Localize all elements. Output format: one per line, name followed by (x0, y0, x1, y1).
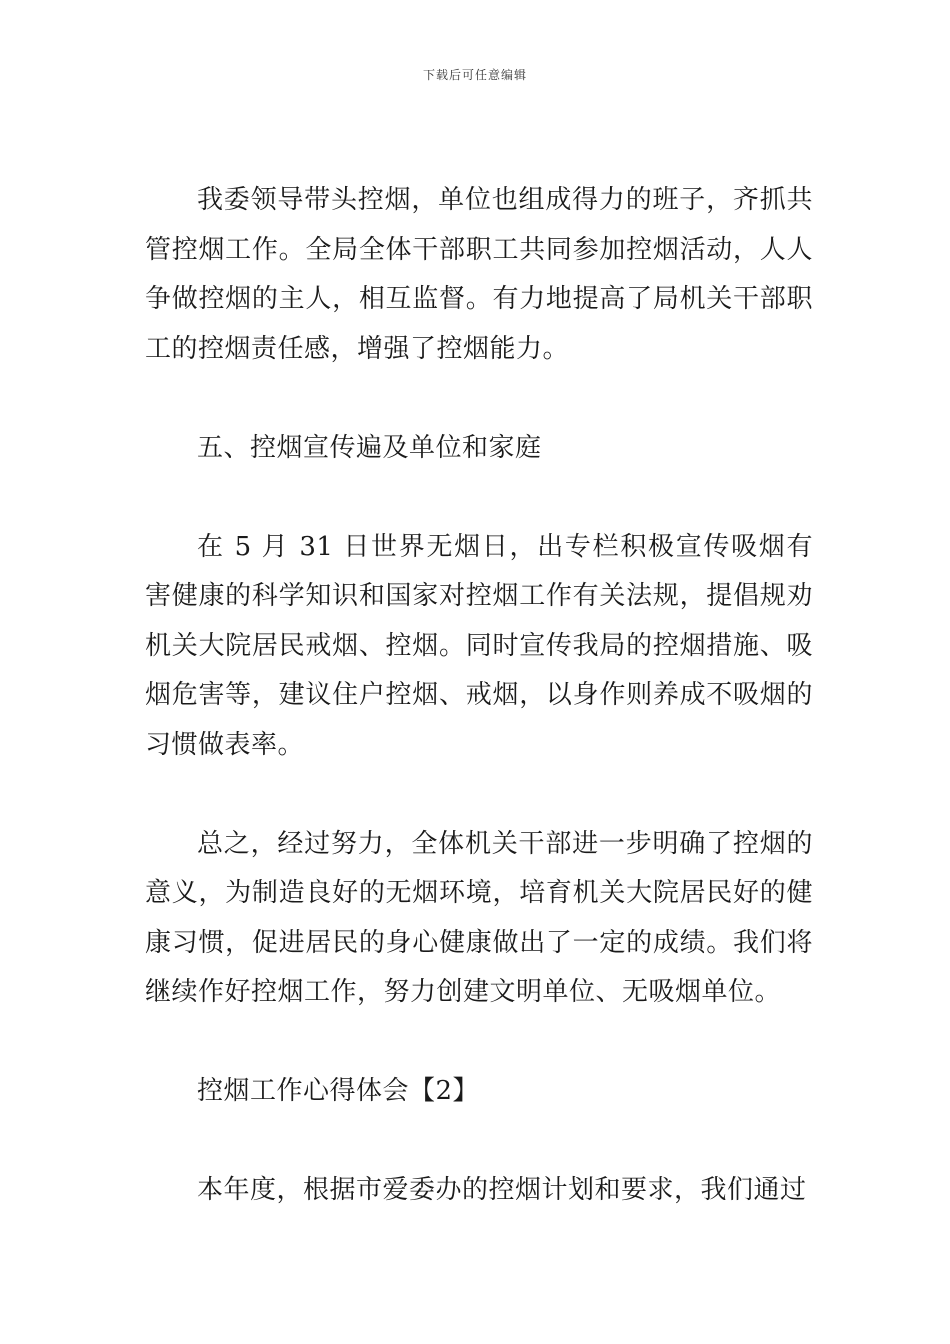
header-note: 下载后可任意编辑 (422, 68, 527, 82)
paragraph-annual: 本年度，根据市爱委办的控烟计划和要求，我们通过 (197, 1175, 807, 1205)
paragraph-gap (145, 1117, 813, 1167)
paragraph-gap (145, 374, 813, 424)
document-body (145, 176, 813, 1216)
paragraph-gap (145, 770, 813, 820)
paragraph-no-tobacco-day: 在 5 月 31 日世界无烟日，出专栏积极宣传吸烟有害健康的科学知识和国家对控烟工作有关法规，提倡规劝机关大院居民戒烟、控烟。同时宣传我局的控烟措施、吸烟危害等，建议住户控烟、戒烟，以身作则养成不吸烟的习惯做表率。 (145, 531, 813, 760)
section-heading-five: 五、控烟宣传遍及单位和家庭 (197, 432, 542, 463)
paragraph-gap (145, 473, 813, 523)
paragraph-summary: 总之，经过努力，全体机关干部进一步明确了控烟的意义，为制造良好的无烟环境，培育机关大院居民好的健康习惯，促进居民的身心健康做出了一定的成绩。我们将继续作好控烟工作，努力创建文明单位、无吸烟单位。 (145, 828, 813, 1007)
paragraph-gap (145, 1018, 813, 1068)
section-heading-part-two: 控烟工作心得体会【2】 (197, 1076, 480, 1106)
paragraph-leadership: 我委领导带头控烟，单位也组成得力的班子，齐抓共管控烟工作。全局全体干部职工共同参加控烟活动，人人争做控烟的主人，相互监督。有力地提高了局机关干部职工的控烟责任感，增强了控烟能力。 (145, 185, 813, 364)
